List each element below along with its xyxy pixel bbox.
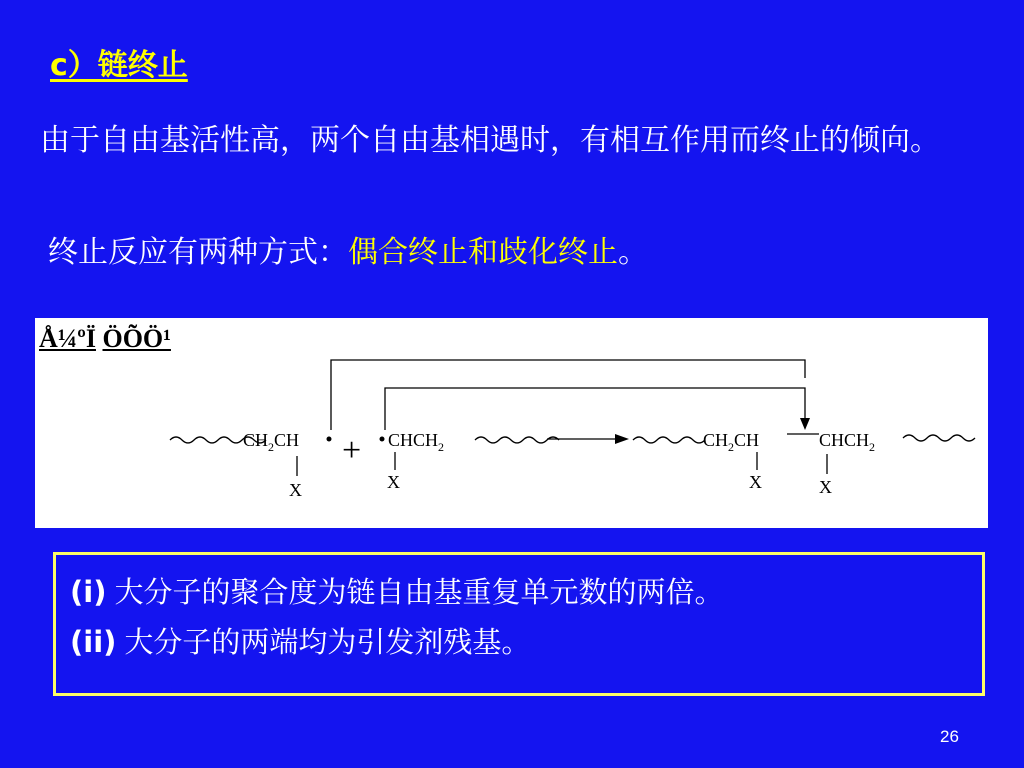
note-tag-2: (ii) [70,625,117,659]
bracket-arrow-head [800,418,810,430]
figure-label-part1: Å¼ºÏ [39,324,96,353]
bracket-inner [385,388,805,430]
coupling-termination-figure [35,318,988,528]
product-left-ch2: CH [703,430,729,450]
modes-highlight: 偶合终止和歧化终止 [348,235,618,270]
chain-wave-4 [903,435,975,441]
termination-modes [48,230,648,276]
chain-wave-3 [633,437,705,443]
right-radical-chch: CHCH [388,430,439,450]
note-line-2 [70,617,982,667]
note-text-1: 大分子的聚合度为链自由基重复单元数的两倍。 [114,575,724,609]
substituent-x-2: X [387,472,400,492]
left-radical-sub: 2 [268,440,275,454]
product-right-chch: CHCH [819,430,870,450]
chain-wave-2 [475,437,559,443]
product-left-ch: CH [734,430,760,450]
left-radical-ch2: CH [243,430,269,450]
product-right-text [819,430,875,454]
note-line-1 [70,567,982,617]
modes-suffix: 。 [618,235,648,270]
left-radical-text [243,430,299,454]
note-tag-1: (i) [70,575,107,609]
note-text-2: 大分子的两端均为引发剂残基。 [124,625,531,659]
right-radical-text [388,430,444,454]
reaction-arrow-head [615,434,629,444]
left-radical-ch: CH [274,430,300,450]
product-left-sub: 2 [728,440,735,454]
substituent-x-1: X [289,480,302,500]
conclusion-box [53,552,985,696]
substituent-x-4: X [819,477,832,497]
reaction-scheme [35,318,988,528]
product-left-text [703,430,759,454]
substituent-x-3: X [749,472,762,492]
page-number: 26 [940,727,959,746]
figure-label-part2: ÖÕÖ¹ [102,324,171,353]
right-radical-sub: 2 [438,440,445,454]
left-radical-dot [327,437,332,442]
right-radical-dot [380,437,385,442]
intro-paragraph: 由于自由基活性高，两个自由基相遇时，有相互作用而终止的倾向。 [40,123,940,158]
slide-heading: c）链终止 [50,48,188,83]
bracket-outer [331,360,805,430]
plus-sign: + [342,432,362,469]
product-right-sub: 2 [869,440,876,454]
modes-prefix: 终止反应有两种方式： [48,235,348,270]
